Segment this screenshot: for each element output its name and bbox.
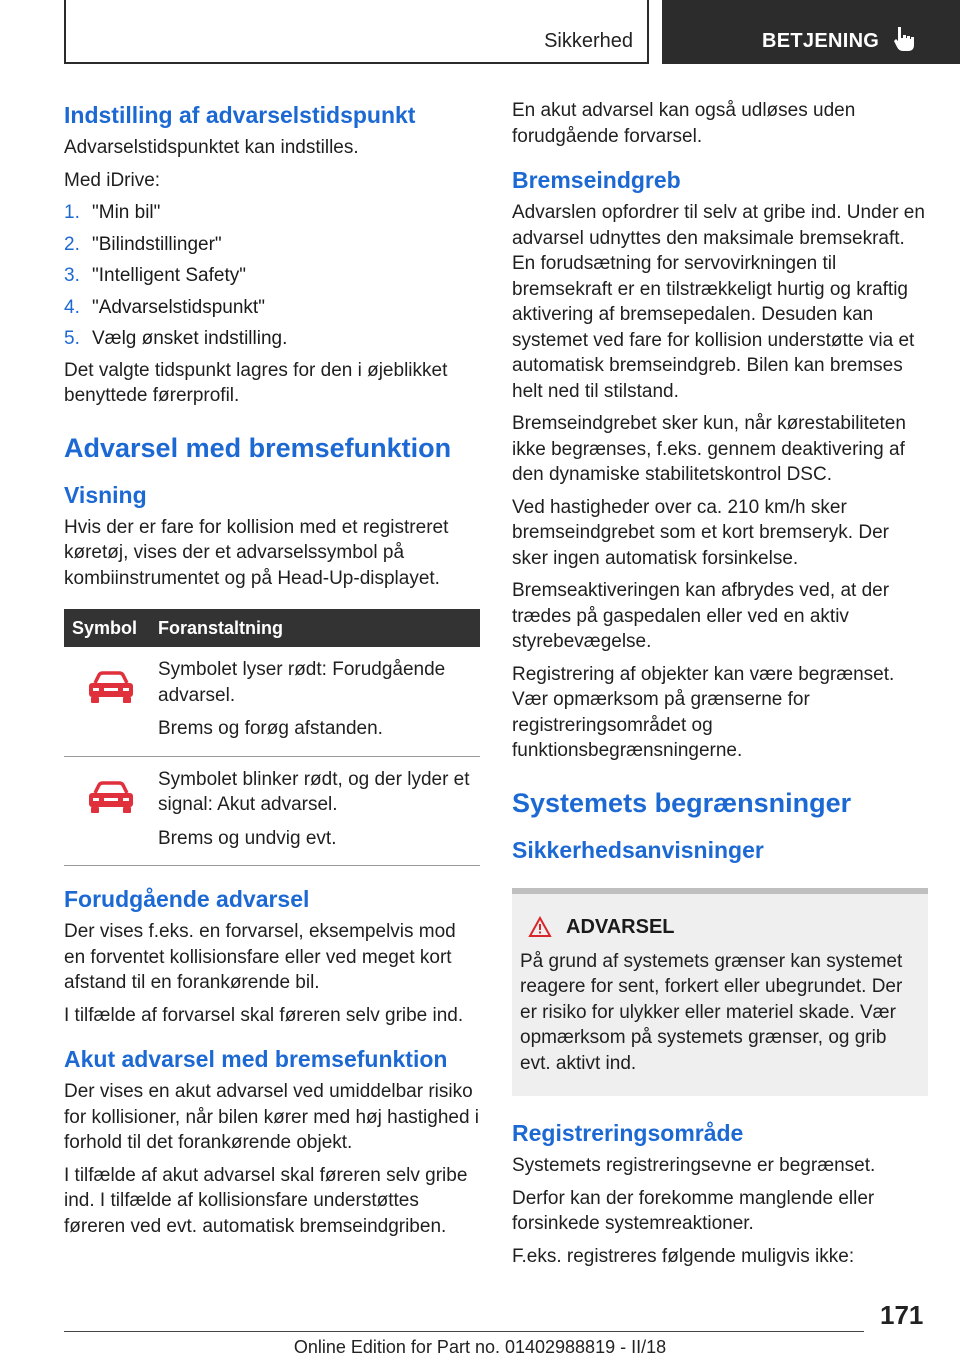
text-pre-warning-1: Der vises f.eks. en forvarsel, eksempelvis mod en forventet kollisionsfare eller ved meget kort afstand til en forankørende bil.: [64, 921, 456, 993]
heading-system-limits: Systemets begrænsninger: [512, 787, 852, 818]
car-warning-icon: [86, 671, 136, 705]
idrive-steps: [64, 200, 480, 352]
heading-display: Visning: [64, 481, 147, 508]
list-item: 2. "Bilindstillinger": [64, 233, 222, 255]
warning-triangle-icon: [528, 916, 552, 938]
heading-brake-intervention: Bremseindgreb: [512, 167, 681, 193]
warning-title: ADVARSEL: [520, 916, 920, 939]
list-item: 4. "Advarselstidspunkt": [64, 296, 265, 318]
pointing-hand-icon: [894, 26, 918, 52]
text-setting: Advarselstidspunktet kan indstilles.: [64, 137, 359, 158]
heading-pre-warning: Forudgående advarsel: [64, 886, 310, 912]
heading-warning-time: Indstilling af advarselstidspunkt: [64, 102, 416, 128]
list-item: 5. Vælg ønsket indstilling.: [64, 328, 288, 349]
text-acute-3: En akut advarsel kan også udløses uden forudgående forvarsel.: [512, 100, 856, 147]
table-row: [64, 647, 480, 757]
chapter-title: BETJENING: [762, 30, 880, 52]
warning-text: På grund af systemets grænser kan systemet reagere for sent, forkert eller ubegrundet. Der er risiko for ulykker eller materiel skade. Vær opmærksom på systemets grænser, og grib evt. aktivt ind.: [520, 950, 903, 1074]
footer-divider: [64, 1331, 864, 1332]
text-brake-5: Registrering af objekter kan være begrænset. Vær opmærksom på grænserne for registreringsområdet og funktionsbegrænsningerne.: [512, 663, 895, 761]
footer-edition: Online Edition for Part no. 01402988819 - II/18: [293, 1337, 667, 1357]
car-warning-icon: [86, 781, 136, 815]
table-row: [64, 757, 480, 867]
col-symbol: Symbol: [72, 617, 138, 638]
text-range-1: Systemets registreringsevne er begrænset.: [512, 1155, 876, 1176]
warning-box: [512, 888, 928, 1097]
list-item: 1. "Min bil": [64, 202, 161, 223]
symbol-table: [64, 609, 480, 866]
text-acute-1: Der vises en akut advarsel ved umiddelbar risiko for kollisioner, når bilen kører med høj hastighed i forhold til det forankørende objekt.: [64, 1081, 480, 1153]
heading-brake-warning: Advarsel med bremsefunktion: [64, 432, 452, 463]
header-section-box: [64, 0, 649, 64]
col-action: Foranstaltning: [158, 617, 283, 638]
row-action: Brems og undvig evt.: [158, 827, 337, 849]
header-chapter-box: [662, 0, 960, 64]
text-brake-4: Bremseaktiveringen kan afbrydes ved, at der trædes på gaspedalen eller ved en aktiv styrebevægelse.: [512, 580, 890, 652]
left-column: [64, 98, 480, 1246]
text-range-2: Derfor kan der forekomme manglende eller forsinkede systemreaktioner.: [512, 1187, 875, 1234]
heading-acute-warning: Akut advarsel med bremsefunktion: [64, 1046, 448, 1072]
text-pre-warning-2: I tilfælde af forvarsel skal føreren selv gribe ind.: [64, 1004, 464, 1026]
text-display: Hvis der er fare for kollision med et registreret køretøj, vises der et advarselssymbol på kombiinstrumentet og på Head-Up-displayet.: [64, 516, 449, 589]
row-action: Brems og forøg afstanden.: [158, 718, 383, 739]
text-brake-3: Ved hastigheder over ca. 210 km/h sker bremseindgrebet som et kort bremseryk. Der sker ingen automatisk forsinkelse.: [512, 496, 889, 569]
row-description: Symbolet lyser rødt: Forudgående advarsel.: [158, 659, 446, 706]
text-idrive: Med iDrive:: [64, 169, 161, 191]
table-header: [64, 609, 480, 647]
row-description: Symbolet blinker rødt, og der lyder et signal: Akut advarsel.: [158, 768, 470, 815]
heading-detection-range: Registreringsområde: [512, 1120, 744, 1146]
text-acute-2: I tilfælde af akut advarsel skal føreren selv gribe ind. I tilfælde af kollisionsfare understøttes føreren ved evt. automatisk bremseindgriben.: [64, 1164, 468, 1237]
heading-safety-notes: Sikkerhedsanvisninger: [512, 836, 764, 863]
section-title: Sikkerhed: [544, 30, 633, 52]
right-column: [512, 98, 928, 1276]
text-range-3: F.eks. registreres følgende muligvis ikke:: [512, 1245, 855, 1267]
text-brake-1: Advarslen opfordrer til selv at gribe ind. Under en advarsel udnyttes den maksimale bremsekraft. En forudsætning for servovirkningen til bremsekraft er en tilstrækkeligt hurtig og kraftig aktivering af bremsepedalen. Desuden kan systemet ved fare for kollision understøtte via et automatisk bremseindgreb. Bilen kan bremses helt ned til stilstand.: [512, 202, 925, 402]
page-number: 171: [880, 1300, 924, 1330]
text-brake-2: Bremseindgrebet sker kun, når kørestabiliteten ikke begrænses, f.eks. gennem deaktivering af den dynamiske stabilitetskontrol DSC.: [512, 413, 906, 485]
list-item: 3. "Intelligent Safety": [64, 265, 246, 286]
text-saved-profile: Det valgte tidspunkt lagres for den i øjeblikket benyttede førerprofil.: [64, 359, 448, 406]
